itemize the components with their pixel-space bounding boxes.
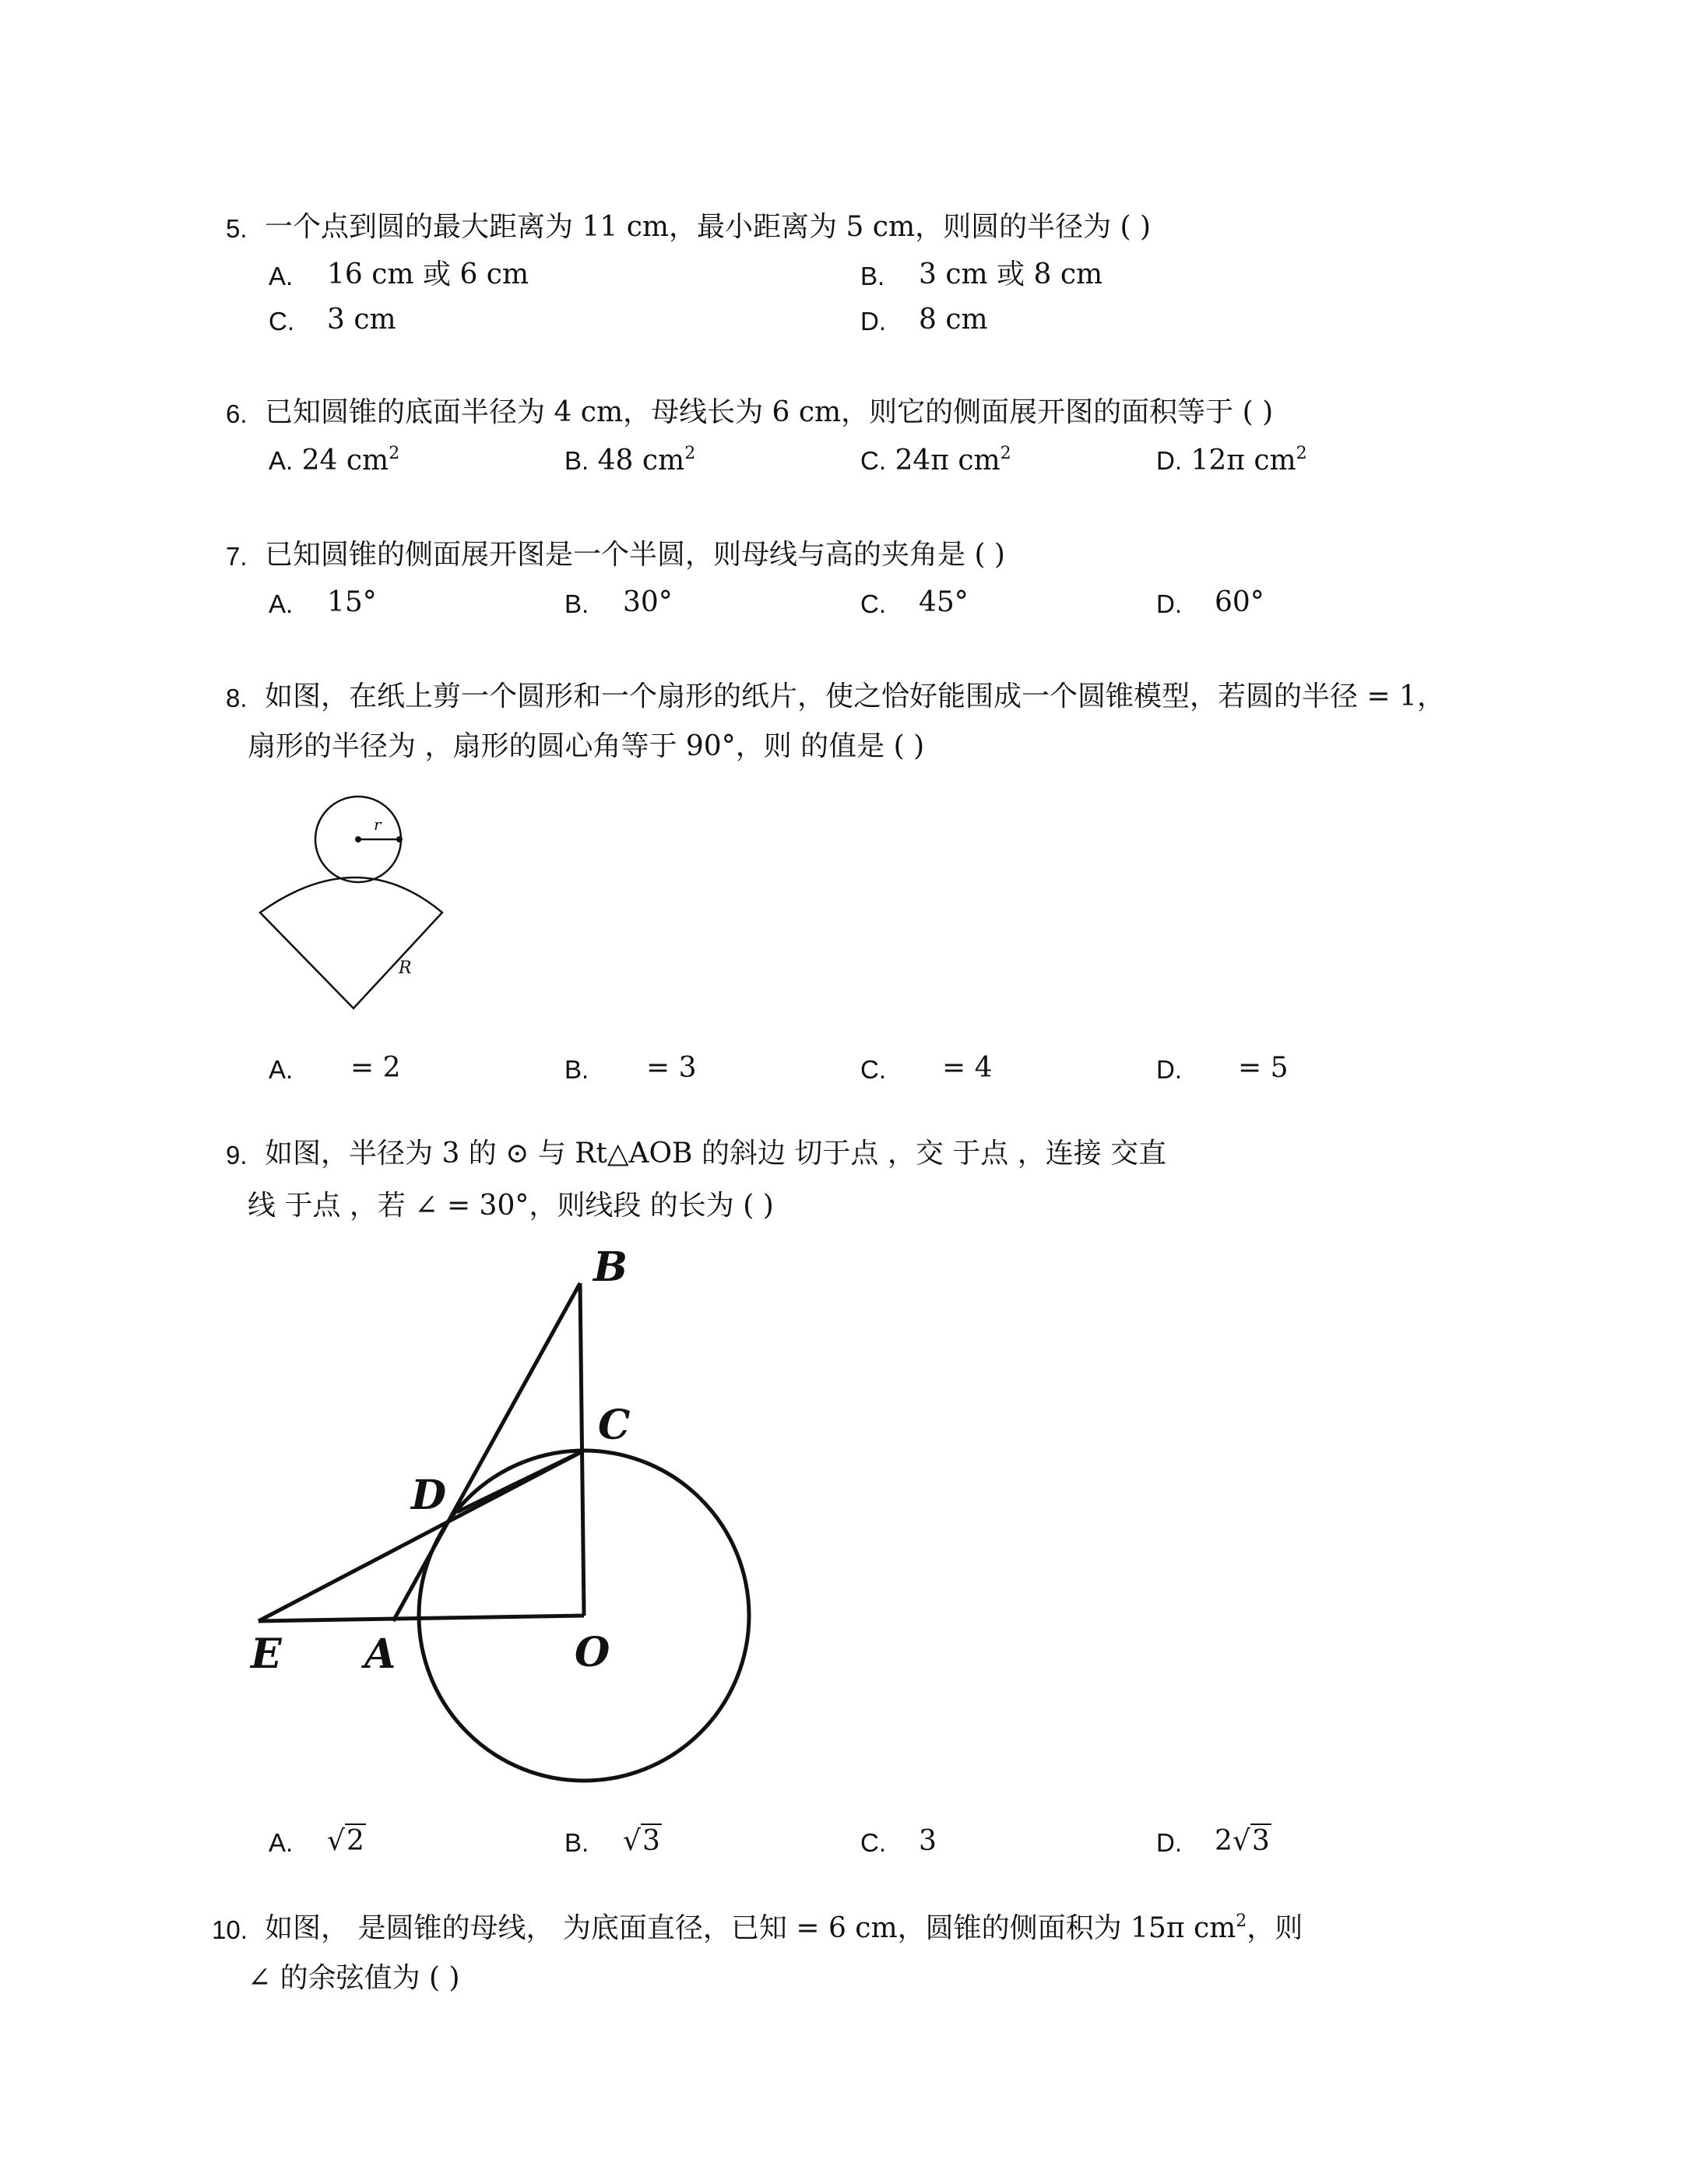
q9-option-d-letter: D. [1156, 1828, 1182, 1857]
q6-option-c-text: 24π cm [895, 445, 1000, 477]
q6-stem: 已知圆锥的底面半径为 4 cm，母线长为 6 cm，则它的侧面展开图的面积等于 ( ) [265, 396, 1274, 428]
q6-option-d-text: 12π cm [1190, 445, 1296, 477]
q9-label-d: D [411, 1472, 447, 1519]
q9-option-c-letter: C. [860, 1828, 886, 1857]
q6-option-d [1156, 444, 1307, 478]
q10-stem-line1-main: 如图， 是圆锥的母线， 为底面直径，已知 = 6 cm，圆锥的侧面积为 15π cm [265, 1912, 1236, 1944]
q6-option-c [860, 444, 1011, 478]
q9-option-d-radicand: 3 [1251, 1825, 1270, 1857]
q9-label-b: B [593, 1243, 628, 1291]
q6-option-b-letter: B. [564, 446, 589, 475]
q9-label-a: A [364, 1630, 396, 1678]
q8-option-a-letter: A. [269, 1055, 294, 1084]
q6-option-a-sup: 2 [389, 444, 400, 463]
q8-option-d: = 5 [1238, 1052, 1289, 1084]
q8-stem-line1: 如图，在纸上剪一个圆形和一个扇形的纸片，使之恰好能围成一个圆锥模型，若圆的半径 = 1， [265, 681, 1445, 712]
q5-stem: 一个点到圆的最大距离为 11 cm，最小距离为 5 cm，则圆的半径为 ( ) [265, 211, 1152, 243]
q9-option-c: 3 [919, 1825, 937, 1857]
q8-option-c: = 4 [942, 1052, 993, 1084]
q9-stem-line2: 线 于点 ，若 ∠ = 30°，则线段 的长为 ( ) [248, 1190, 774, 1222]
q9-number: 9. [226, 1141, 248, 1169]
q6-option-c-sup: 2 [1000, 444, 1011, 463]
q7-option-b-letter: B. [564, 589, 589, 618]
q9-option-a-letter: A. [269, 1828, 294, 1857]
q9-option-b-radicand: 3 [642, 1825, 660, 1857]
q8-label-r: r [374, 815, 382, 834]
q9-figure [234, 1238, 779, 1799]
q7-option-a: 15° [327, 586, 377, 618]
q8-figure [249, 786, 452, 1020]
q6-option-d-letter: D. [1156, 446, 1182, 475]
q6-option-a-text: 24 cm [301, 445, 389, 477]
q6-option-c-letter: C. [860, 446, 886, 475]
q5-option-c: 3 cm [327, 304, 396, 336]
q5-option-b: 3 cm 或 8 cm [919, 258, 1103, 290]
q8-sector [260, 877, 442, 1008]
q6-option-b-sup: 2 [684, 444, 696, 463]
q10-stem-line1-sup: 2 [1236, 1911, 1247, 1931]
q8-number: 8. [226, 684, 248, 712]
q10-number: 10. [212, 1915, 248, 1944]
q9-option-a: √2 [327, 1825, 364, 1857]
q5-option-a: 16 cm 或 6 cm [327, 258, 529, 290]
q8-option-c-letter: C. [860, 1055, 886, 1084]
q9-segment-dc [457, 1451, 584, 1512]
q5-option-a-letter: A. [269, 262, 294, 290]
q10-stem-line2: ∠ 的余弦值为 ( ) [248, 1962, 460, 1994]
q9-option-b: √3 [623, 1825, 660, 1857]
q9-segment-eo [258, 1616, 584, 1621]
q10-stem-line1 [265, 1911, 1303, 1946]
q7-option-b: 30° [623, 586, 673, 618]
q5-option-d: 8 cm [919, 304, 988, 336]
q9-label-o: O [575, 1629, 610, 1676]
q8-stem-line2: 扇形的半径为 ，扇形的圆心角等于 90°，则 的值是 ( ) [248, 730, 925, 762]
q6-option-d-sup: 2 [1296, 444, 1307, 463]
q8-option-b: = 3 [646, 1052, 697, 1084]
q9-stem-line1: 如图，半径为 3 的 ⊙ 与 Rt△AOB 的斜边 切于点 ，交 于点 ，连接 交直 [265, 1138, 1167, 1169]
q7-option-d: 60° [1215, 586, 1264, 618]
q6-option-a-letter: A. [269, 446, 294, 475]
q7-option-c: 45° [919, 586, 969, 618]
q9-label-e: E [251, 1630, 282, 1678]
q9-option-b-letter: B. [564, 1828, 589, 1857]
q6-option-b-text: 48 cm [597, 445, 685, 477]
q6-option-b [564, 444, 695, 478]
q6-number: 6. [226, 399, 248, 428]
q9-option-d: 2√3 [1215, 1825, 1270, 1857]
q9-option-d-coef: 2 [1215, 1825, 1233, 1857]
q8-center-dot [355, 836, 361, 842]
q7-stem: 已知圆锥的侧面展开图是一个半圆，则母线与高的夹角是 ( ) [265, 539, 1005, 571]
q5-number: 5. [226, 214, 248, 243]
q8-option-a: = 2 [350, 1052, 401, 1084]
q8-edge-dot [396, 836, 403, 842]
q7-option-a-letter: A. [269, 589, 294, 618]
q8-label-R: R [399, 958, 412, 978]
q5-option-c-letter: C. [269, 307, 294, 336]
q6-option-a [269, 444, 399, 478]
q8-option-d-letter: D. [1156, 1055, 1182, 1084]
q7-option-d-letter: D. [1156, 589, 1182, 618]
q7-option-c-letter: C. [860, 589, 886, 618]
q5-option-b-letter: B. [860, 262, 885, 290]
q10-stem-line1-tail: ，则 [1247, 1912, 1303, 1944]
q5-option-d-letter: D. [860, 307, 886, 336]
q7-number: 7. [226, 542, 248, 571]
q9-option-a-radicand: 2 [346, 1825, 364, 1857]
q9-label-c: C [598, 1401, 631, 1449]
q8-option-b-letter: B. [564, 1055, 589, 1084]
